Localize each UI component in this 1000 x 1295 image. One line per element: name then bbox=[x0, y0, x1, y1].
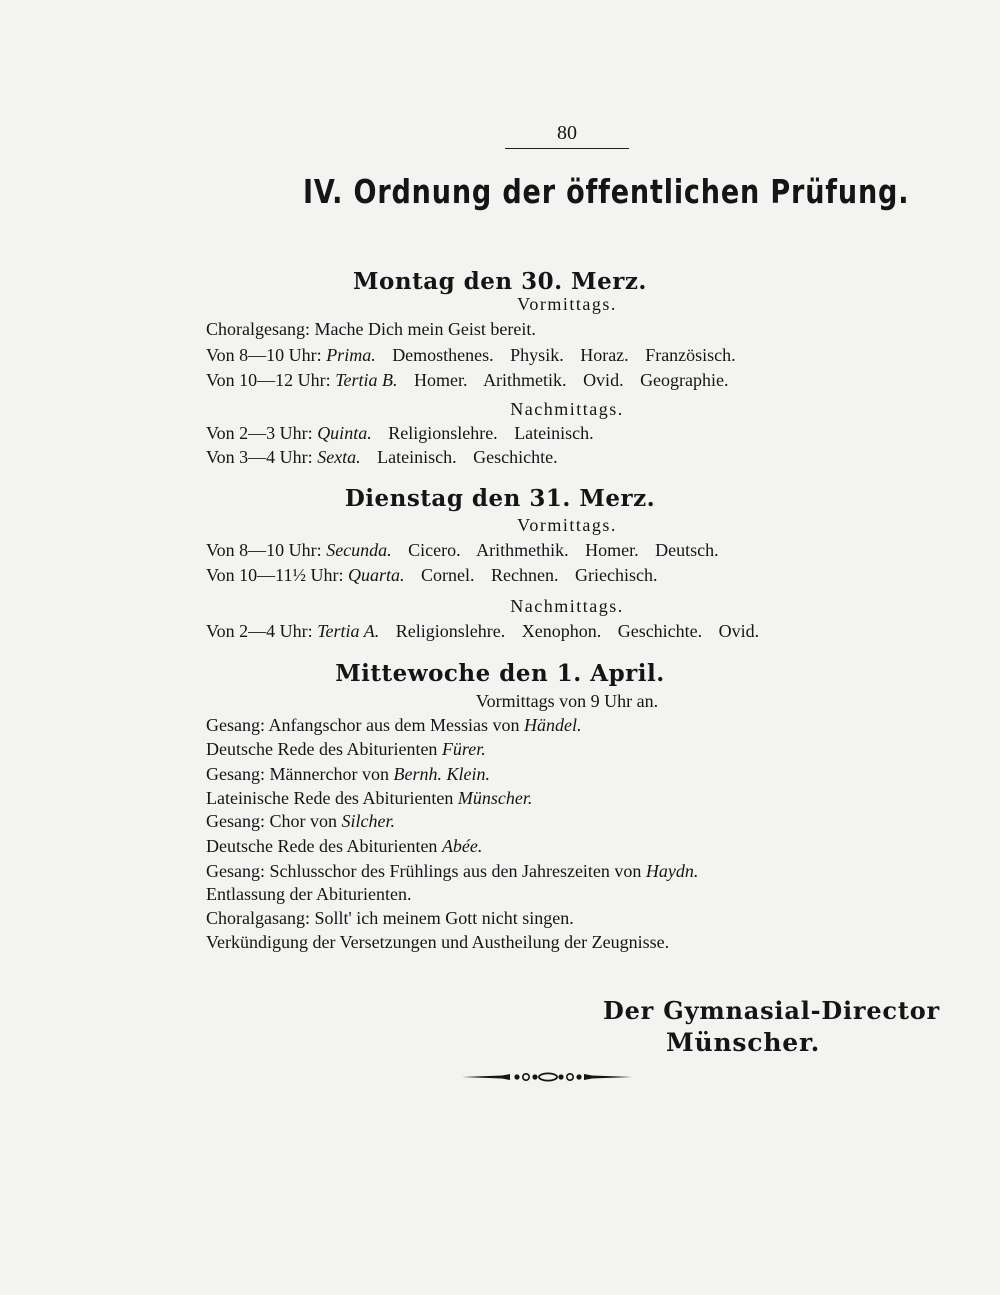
line-text: Gesang: Schlusschor des Frühlings aus den Jahreszeiten von bbox=[206, 861, 646, 881]
subject: Lateinisch. bbox=[377, 447, 457, 467]
subject: Rechnen. bbox=[491, 565, 559, 585]
subject: Geographie. bbox=[640, 370, 729, 390]
session-label: Vormittags. bbox=[517, 294, 617, 314]
subject: Xenophon. bbox=[521, 621, 602, 641]
subject: Religionslehre. bbox=[388, 423, 498, 443]
session-label: Nachmittags. bbox=[510, 399, 624, 419]
subject: Religionslehre. bbox=[395, 621, 506, 641]
subject: Lateinisch. bbox=[514, 423, 594, 443]
line-text: Verkündigung der Versetzungen und Austheilung der Zeugnisse. bbox=[206, 932, 670, 952]
subject: Demosthenes. bbox=[392, 345, 494, 365]
subject: Horaz. bbox=[580, 345, 629, 365]
program-line bbox=[206, 764, 490, 785]
schedule-line bbox=[206, 565, 657, 586]
line-prefix: Von 8—10 Uhr: bbox=[206, 540, 322, 560]
schedule-line bbox=[206, 345, 736, 366]
line-prefix: Choralgesang: bbox=[206, 319, 310, 339]
section-title: IV. Ordnung der öffentlichen Prüfung. bbox=[303, 172, 910, 211]
program-line bbox=[206, 932, 669, 953]
line-prefix: Von 8—10 Uhr: bbox=[206, 345, 322, 365]
program-line bbox=[206, 811, 395, 832]
subject: Griechisch. bbox=[575, 565, 658, 585]
subject: Physik. bbox=[510, 345, 564, 365]
schedule-line bbox=[206, 370, 729, 391]
schedule-line bbox=[206, 621, 759, 642]
line-text: Gesang: Anfangschor aus dem Messias von bbox=[206, 715, 524, 735]
line-prefix: Von 3—4 Uhr: bbox=[206, 447, 313, 467]
person-name: Bernh. Klein. bbox=[393, 764, 490, 784]
line-text: Choralgasang: Sollt' ich meinem Gott nicht singen. bbox=[206, 908, 574, 928]
subject: Cornel. bbox=[421, 565, 475, 585]
subject: Homer. bbox=[414, 370, 468, 390]
line-prefix: Von 2—3 Uhr: bbox=[206, 423, 313, 443]
person-name: Händel. bbox=[523, 715, 582, 735]
line-prefix: Von 2—4 Uhr: bbox=[206, 621, 313, 641]
class-name: Sexta. bbox=[317, 447, 361, 467]
line-text: Deutsche Rede des Abiturienten bbox=[206, 836, 442, 856]
page-number: 80 bbox=[557, 122, 577, 144]
line-text: Gesang: Männerchor von bbox=[206, 764, 394, 784]
signature-role: Der Gymnasial-Director bbox=[603, 996, 940, 1025]
schedule-line bbox=[206, 540, 719, 561]
program-line bbox=[206, 884, 411, 905]
day-heading-monday: Montag den 30. Merz. bbox=[353, 268, 647, 295]
class-name: Tertia A. bbox=[317, 621, 380, 641]
session-label: Vormittags von 9 Uhr an. bbox=[475, 691, 659, 711]
class-name: Secunda. bbox=[326, 540, 392, 560]
line-text: Lateinische Rede des Abiturienten bbox=[206, 788, 458, 808]
line-prefix: Von 10—11½ Uhr: bbox=[206, 565, 344, 585]
person-name: Münscher. bbox=[457, 788, 533, 808]
line-text: Deutsche Rede des Abiturienten bbox=[206, 739, 442, 759]
line-text: Gesang: Chor von bbox=[206, 811, 342, 831]
subject: Geschichte. bbox=[473, 447, 558, 467]
person-name: Haydn. bbox=[645, 861, 699, 881]
subject: Ovid. bbox=[583, 370, 624, 390]
class-name: Prima. bbox=[326, 345, 376, 365]
subject: Französisch. bbox=[645, 345, 736, 365]
day-heading-wednesday: Mittewoche den 1. April. bbox=[335, 660, 665, 687]
subject: Arithmethik. bbox=[476, 540, 569, 560]
person-name: Silcher. bbox=[341, 811, 395, 831]
class-name: Quarta. bbox=[348, 565, 405, 585]
program-line bbox=[206, 715, 581, 736]
program-line bbox=[206, 788, 532, 809]
program-line bbox=[206, 861, 698, 882]
signature-name: Münscher. bbox=[666, 1028, 821, 1057]
person-name: Fürer. bbox=[441, 739, 486, 759]
subject: Arithmetik. bbox=[483, 370, 567, 390]
class-name: Quinta. bbox=[317, 423, 372, 443]
line-text: Mache Dich mein Geist bereit. bbox=[314, 319, 536, 339]
schedule-line bbox=[206, 447, 558, 468]
subject: Homer. bbox=[585, 540, 639, 560]
ornamental-rule-icon bbox=[462, 1070, 632, 1084]
session-label: Nachmittags. bbox=[510, 596, 624, 616]
subject: Deutsch. bbox=[655, 540, 719, 560]
schedule-line bbox=[206, 423, 594, 444]
line-prefix: Von 10—12 Uhr: bbox=[206, 370, 331, 390]
subject: Geschichte. bbox=[617, 621, 703, 641]
day-heading-tuesday: Dienstag den 31. Merz. bbox=[344, 485, 656, 512]
line-text: Entlassung der Abiturienten. bbox=[206, 884, 412, 904]
program-line bbox=[206, 739, 486, 760]
program-line bbox=[206, 908, 574, 929]
page-number-rule bbox=[505, 148, 629, 149]
subject: Ovid. bbox=[718, 621, 760, 641]
subject: Cicero. bbox=[408, 540, 461, 560]
session-label: Vormittags. bbox=[517, 515, 617, 535]
schedule-line bbox=[206, 319, 536, 340]
program-line bbox=[206, 836, 482, 857]
class-name: Tertia B. bbox=[335, 370, 398, 390]
person-name: Abée. bbox=[441, 836, 483, 856]
